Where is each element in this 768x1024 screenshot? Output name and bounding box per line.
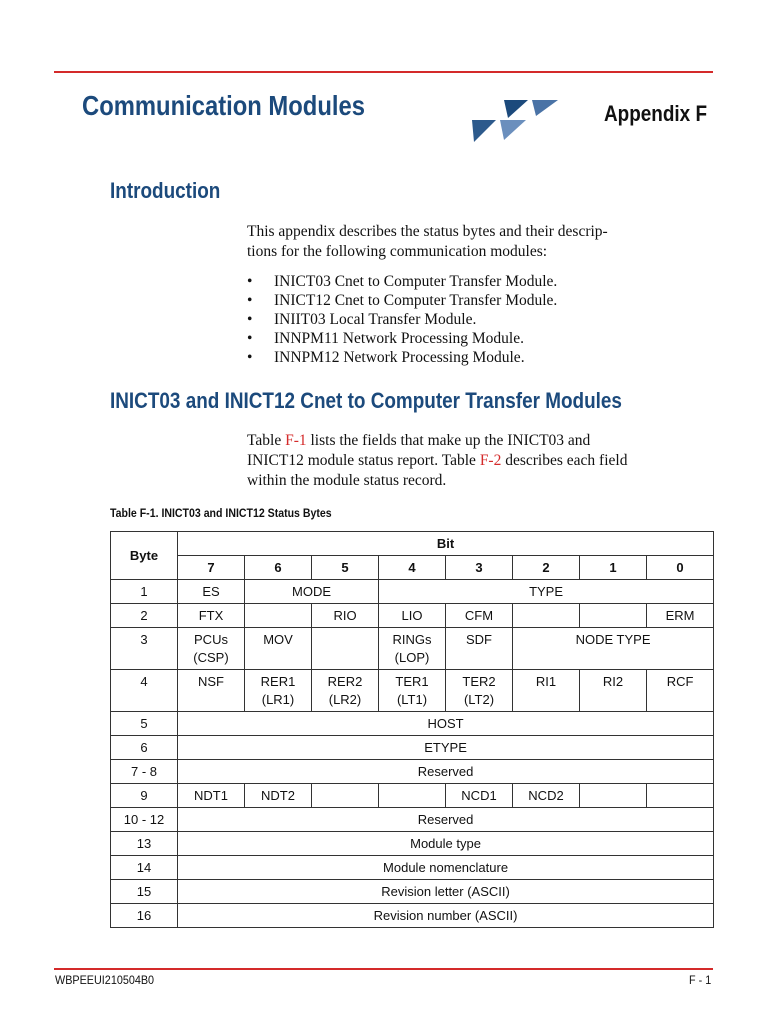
table-caption: Table F-1. INICT03 and INICT12 Status Bytes [110, 506, 332, 520]
list-item [247, 291, 557, 310]
cell-line: RER1 [260, 674, 296, 689]
bit-cell: CFM [446, 604, 513, 628]
appendix-label: Appendix F [604, 101, 708, 126]
cell-line: (LR1) [261, 692, 295, 707]
bullet: • [247, 311, 253, 328]
byte-cell: 2 [111, 604, 178, 628]
span-cell: Reserved [178, 808, 714, 832]
table-row [111, 880, 714, 904]
bit-cell [312, 628, 379, 670]
list-item-text: INNPM11 Network Processing Module. [274, 330, 524, 347]
table-f2-link[interactable]: F-2 [479, 452, 502, 469]
bit-number: 5 [312, 556, 379, 580]
span-cell: ETYPE [178, 736, 714, 760]
span-cell: Revision letter (ASCII) [178, 880, 714, 904]
table-row [111, 808, 714, 832]
table-row [111, 670, 714, 712]
bit-cell [379, 670, 446, 712]
page-title: Communication Modules [82, 90, 365, 121]
bit-cell [245, 670, 312, 712]
bit-number: 2 [513, 556, 580, 580]
byte-cell: 10 - 12 [111, 808, 178, 832]
list-item [247, 348, 557, 367]
bit-cell [379, 628, 446, 670]
bit-cell: RCF [647, 670, 714, 712]
list-item-text: INIIT03 Local Transfer Module. [274, 311, 477, 328]
byte-cell: 16 [111, 904, 178, 928]
bit-cell: ERM [647, 604, 714, 628]
cell-line: (LR2) [328, 692, 362, 707]
cell-line: TER2 [462, 674, 496, 689]
table-row [111, 628, 714, 670]
section-heading-introduction: Introduction [110, 178, 221, 203]
byte-header: Byte [111, 532, 178, 580]
byte-cell: 6 [111, 736, 178, 760]
bit-cell [446, 670, 513, 712]
bit-cell: NCD2 [513, 784, 580, 808]
byte-cell: 4 [111, 670, 178, 712]
table-row [111, 784, 714, 808]
span-cell: Module nomenclature [178, 856, 714, 880]
table-row [111, 760, 714, 784]
table-row [111, 904, 714, 928]
section-heading-inict: INICT03 and INICT12 Cnet to Computer Transfer Modules [110, 388, 622, 413]
byte-cell: 5 [111, 712, 178, 736]
byte-cell: 7 - 8 [111, 760, 178, 784]
span-cell: Reserved [178, 760, 714, 784]
bit-cell: NSF [178, 670, 245, 712]
bit-header: Bit [178, 532, 714, 556]
module-list [247, 272, 557, 367]
byte-cell: 1 [111, 580, 178, 604]
table-row [111, 580, 714, 604]
bit-cell [178, 628, 245, 670]
bullet: • [247, 330, 253, 347]
cell-line: (LT2) [463, 692, 495, 707]
cell-line: (LT1) [396, 692, 428, 707]
bullet: • [247, 349, 253, 366]
intro-line-2: tions for the following communication modules: [247, 243, 548, 260]
bit-number: 0 [647, 556, 714, 580]
footer-page-number: F - 1 [689, 973, 712, 987]
intro-paragraph [247, 222, 717, 262]
bit-cell: NDT1 [178, 784, 245, 808]
table-header-row [111, 532, 714, 556]
span-cell: Revision number (ASCII) [178, 904, 714, 928]
table-row [111, 712, 714, 736]
span-cell: Module type [178, 832, 714, 856]
bit-cell [580, 604, 647, 628]
status-bytes-table [110, 531, 714, 928]
bit-cell [647, 784, 714, 808]
bit-cell: RI1 [513, 670, 580, 712]
bit-cell: MODE [245, 580, 379, 604]
bit-numbers-row [111, 556, 714, 580]
table-row [111, 856, 714, 880]
list-item-text: INICT03 Cnet to Computer Transfer Module. [274, 273, 558, 290]
chevron-logo-icon [468, 98, 560, 144]
list-item [247, 310, 557, 329]
table-f1-link[interactable]: F-1 [285, 432, 307, 449]
cell-line: (LOP) [394, 650, 430, 665]
bit-cell: RI2 [580, 670, 647, 712]
table-row [111, 832, 714, 856]
bit-cell: NCD1 [446, 784, 513, 808]
byte-cell: 13 [111, 832, 178, 856]
bit-cell [245, 604, 312, 628]
intro-line-1: This appendix describes the status bytes and their descrip- [247, 223, 608, 240]
bit-cell: TYPE [379, 580, 714, 604]
bit-cell: NDT2 [245, 784, 312, 808]
bullet: • [247, 292, 253, 309]
bit-cell [580, 784, 647, 808]
bit-number: 6 [245, 556, 312, 580]
bit-cell: FTX [178, 604, 245, 628]
bit-cell: MOV [245, 628, 312, 670]
cell-line: (CSP) [193, 650, 229, 665]
bit-cell: LIO [379, 604, 446, 628]
byte-cell: 15 [111, 880, 178, 904]
bit-number: 4 [379, 556, 446, 580]
bit-cell [312, 670, 379, 712]
bit-cell [312, 784, 379, 808]
list-item [247, 272, 557, 291]
list-item [247, 329, 557, 348]
bit-cell [379, 784, 446, 808]
bit-number: 3 [446, 556, 513, 580]
bit-cell: RIO [312, 604, 379, 628]
table-row [111, 604, 714, 628]
footer-document-id: WBPEEUI210504B0 [55, 973, 155, 987]
bit-cell: NODE TYPE [513, 628, 714, 670]
cell-line: TER1 [395, 674, 429, 689]
byte-cell: 9 [111, 784, 178, 808]
byte-cell: 14 [111, 856, 178, 880]
list-item-text: INICT12 Cnet to Computer Transfer Module. [274, 292, 558, 309]
header-rule [54, 71, 713, 73]
cell-line: RER2 [327, 674, 363, 689]
span-cell: HOST [178, 712, 714, 736]
bit-cell: ES [178, 580, 245, 604]
bit-number: 1 [580, 556, 647, 580]
cell-line: RINGs [392, 632, 432, 647]
table-row [111, 736, 714, 760]
cell-line: PCUs [194, 632, 228, 647]
bit-cell [513, 604, 580, 628]
para-text: Table [247, 432, 282, 449]
bit-cell: SDF [446, 628, 513, 670]
byte-cell: 3 [111, 628, 178, 670]
para-text: lists the fields that make up the INICT03 and [310, 432, 591, 449]
table-description-paragraph [247, 431, 717, 491]
bullet: • [247, 273, 253, 290]
para-text: INICT12 module status report. Table [247, 452, 476, 469]
bit-number: 7 [178, 556, 245, 580]
para-text: describes each field [505, 452, 628, 469]
list-item-text: INNPM12 Network Processing Module. [274, 349, 525, 366]
para-text: within the module status record. [247, 472, 447, 489]
footer-rule [54, 968, 713, 970]
